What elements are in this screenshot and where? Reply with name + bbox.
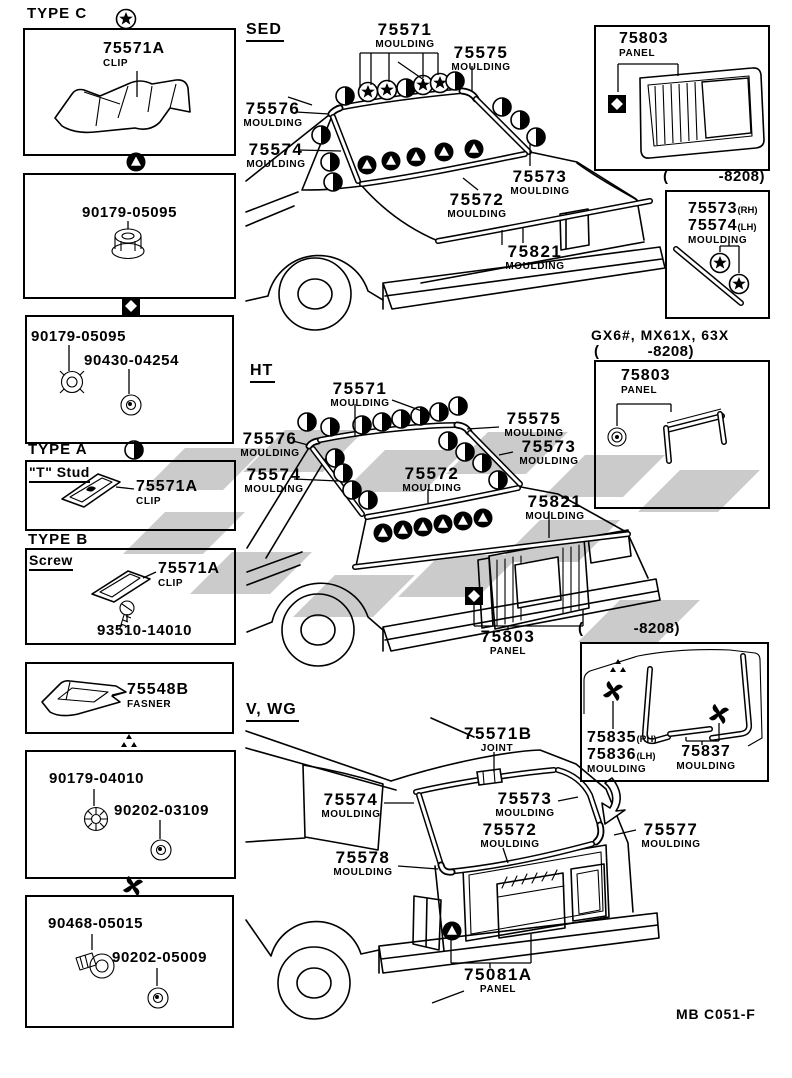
label-75571a-b: 75571A CLIP: [158, 560, 221, 589]
label-93510-14010: 93510-14010: [97, 622, 193, 639]
gx-heading: GX6#, MX61X, 63X: [591, 327, 730, 343]
label-75573-vwg: 75573 MOULDING: [495, 789, 555, 819]
page-code: MB C051-F: [676, 1006, 756, 1022]
label-90468-05015: 90468-05015: [48, 915, 144, 932]
label-75575-ht: 75575 MOULDING: [504, 409, 564, 439]
vwg-heading: V, WG: [246, 701, 299, 722]
label-75571-ht: 75571 MOULDING: [330, 379, 390, 409]
label-75548b: 75548B FASNER: [127, 681, 190, 710]
label-90179-04010: 90179-04010: [49, 770, 145, 787]
type-b-heading: TYPE B: [28, 531, 89, 548]
screw-subheading: Screw: [29, 552, 73, 571]
label-75821-ht: 75821 MOULDING: [525, 492, 585, 522]
three-dots-icon: [121, 734, 137, 747]
label-90179-05095-b: 90179-05095: [31, 328, 127, 345]
label-75571a-c: 75571A CLIP: [103, 40, 166, 69]
diamond-square-icon: [122, 297, 140, 315]
label-90430-04254: 90430-04254: [84, 352, 180, 369]
label-75575-sed: 75575 MOULDING: [451, 43, 511, 73]
label-75576-sed: 75576 MOULDING: [243, 99, 303, 129]
ht-heading: HT: [250, 362, 275, 383]
label-75576-ht: 75576 MOULDING: [240, 429, 300, 459]
label-90179-05095: 90179-05095: [82, 204, 178, 221]
nut-box: [23, 173, 236, 299]
triangle-circle-icon: [443, 922, 462, 941]
label-75803-gx: 75803 PANEL: [621, 367, 671, 396]
label-75571-sed: 75571 MOULDING: [375, 20, 435, 50]
label-rhlh: 75573(RH) 75574(LH) MOULDING: [688, 200, 758, 246]
pinwheel-icon: [123, 876, 143, 896]
label-75573-ht: 75573 MOULDING: [519, 437, 579, 467]
sed-heading: SED: [246, 21, 284, 42]
type-a-heading: TYPE A: [28, 441, 88, 458]
label-75574-sed: 75574 MOULDING: [246, 140, 306, 170]
label-75835-75836: 75835(RH) 75836(LH) MOULDING: [587, 729, 657, 775]
label-75574-vwg: 75574 MOULDING: [321, 790, 381, 820]
star-circle-icon: [117, 10, 136, 29]
label-75572-ht: 75572 MOULDING: [402, 464, 462, 494]
range-8208-3: ( -8208): [578, 620, 680, 637]
label-75572-sed: 75572 MOULDING: [447, 190, 507, 220]
label-75571a-a: 75571A CLIP: [136, 478, 199, 507]
t-stud-subheading: "T" Stud: [29, 464, 90, 483]
joint-piece: [477, 769, 502, 785]
range-8208-2: ( -8208): [594, 343, 694, 360]
diamond-square-icon: [465, 587, 483, 605]
label-75571b-vwg: 75571B JOINT: [464, 724, 533, 754]
label-75803-sed: 75803 PANEL: [619, 30, 669, 59]
label-75837: 75837 MOULDING: [676, 743, 736, 772]
label-75573-sed: 75573 MOULDING: [510, 167, 570, 197]
type-c-heading: TYPE C: [27, 5, 88, 22]
label-90202-03109: 90202-03109: [114, 802, 210, 819]
label-75577-vwg: 75577 MOULDING: [641, 820, 701, 850]
label-75578-vwg: 75578 MOULDING: [333, 848, 393, 878]
label-75821-sed: 75821 MOULDING: [505, 242, 565, 272]
label-90202-05009: 90202-05009: [112, 949, 208, 966]
label-75081a-vwg: 75081A PANEL: [464, 965, 533, 995]
label-75803-ht: 75803 PANEL: [480, 627, 536, 657]
label-75572-vwg: 75572 MOULDING: [480, 820, 540, 850]
down-arrow: [602, 778, 625, 824]
range-8208-1: ( -8208): [663, 168, 765, 185]
label-75574-ht: 75574 MOULDING: [244, 465, 304, 495]
